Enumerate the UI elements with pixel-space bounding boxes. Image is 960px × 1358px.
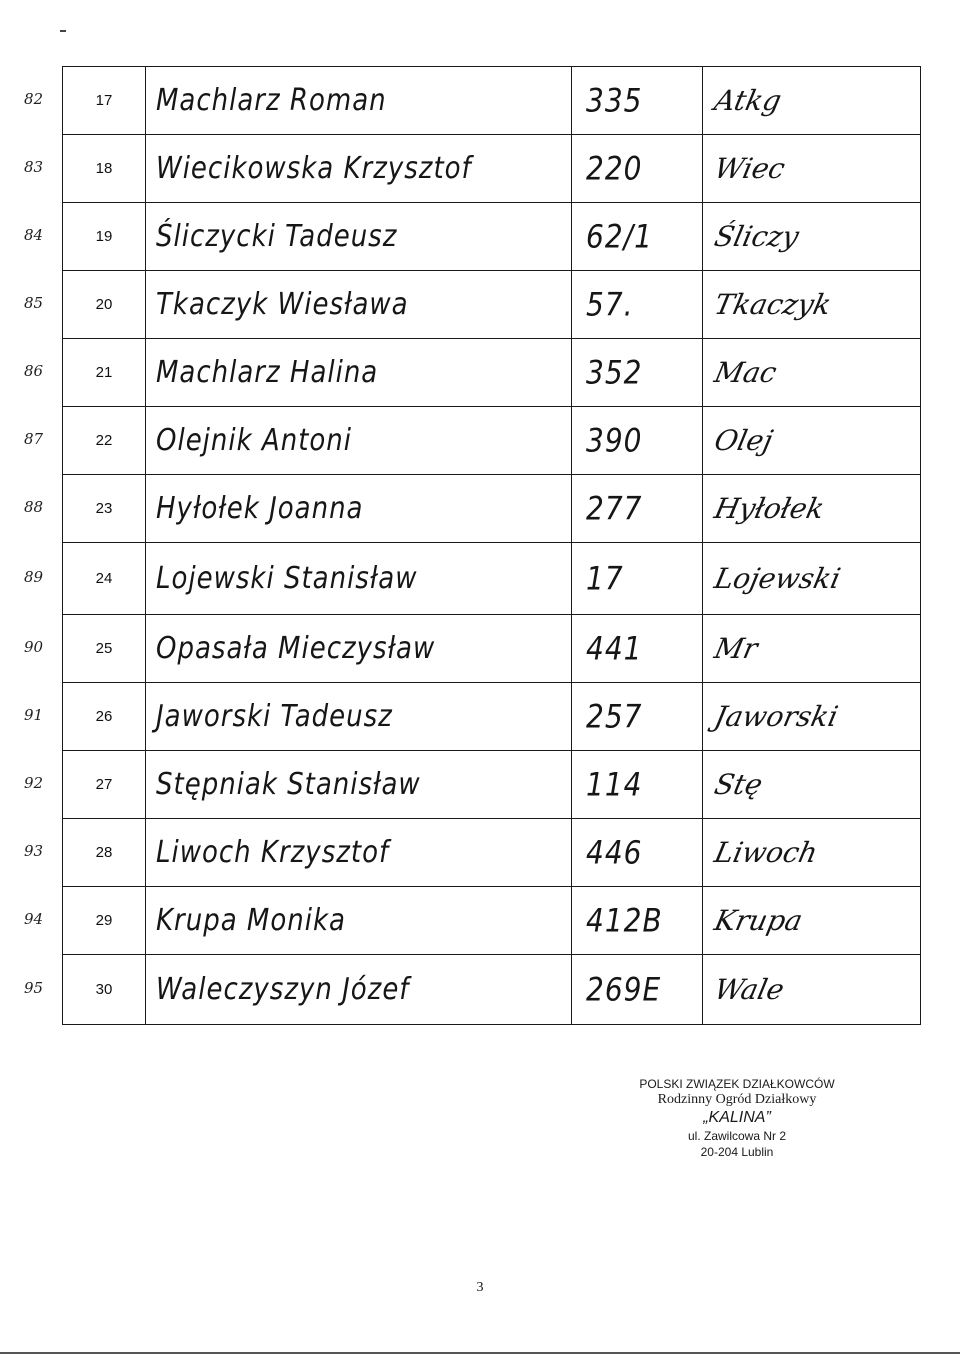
plot-number: 269E [586,970,662,1009]
plot-number: 114 [586,765,643,804]
plot-number-cell [572,819,703,887]
member-name-cell [146,475,572,543]
table-body [63,67,921,1025]
stamp-line-union: POLSKI ZWIĄZEK DZIAŁKOWCÓW [639,1077,835,1091]
signature: Stę [711,768,766,801]
margin-number: 89 [24,568,44,586]
margin-number: 93 [24,842,44,860]
table-row [63,751,921,819]
signature-table [62,66,921,1025]
plot-number-cell [572,887,703,955]
row-number-cell [63,271,146,339]
member-name-cell [146,135,572,203]
signature-cell [703,339,921,407]
row-number-cell [63,887,146,955]
row-number: 25 [95,640,113,657]
signature-cell [703,887,921,955]
plot-number-cell [572,407,703,475]
member-name: Hyłołek Joanna [156,491,364,526]
margin-number: 88 [24,498,44,516]
table-row [63,543,921,615]
plot-number: 57. [586,285,634,324]
signature: Wiec [711,152,789,185]
row-number: 20 [95,296,113,313]
table-row [63,339,921,407]
member-name: Olejnik Antoni [156,423,352,458]
margin-number: 92 [24,774,44,792]
member-name: Śliczycki Tadeusz [156,219,398,254]
member-name: Machlarz Halina [156,355,379,390]
member-name-cell [146,67,572,135]
member-name: Opasała Mieczysław [156,631,436,666]
table-row [63,819,921,887]
row-number: 21 [95,364,113,381]
table-row [63,683,921,751]
member-name-cell [146,339,572,407]
member-name-cell [146,683,572,751]
member-name-cell [146,203,572,271]
plot-number-cell [572,683,703,751]
signature-cell [703,615,921,683]
signature-cell [703,135,921,203]
member-name-cell [146,887,572,955]
organization-stamp [612,1076,862,1160]
row-number: 29 [95,912,113,929]
table-row [63,135,921,203]
row-number-cell [63,819,146,887]
row-number: 30 [95,981,113,998]
row-number: 24 [95,570,113,587]
signature: Liwoch [711,836,821,869]
signature: Mr [711,632,761,665]
signature: Tkaczyk [711,288,835,321]
stamp-line-street: ul. Zawilcowa Nr 2 [687,1129,787,1143]
table-row [63,67,921,135]
signature: Krupa [711,904,806,937]
plot-number-cell [572,615,703,683]
row-number: 18 [95,160,113,177]
member-name-cell [146,271,572,339]
plot-number: 277 [586,489,643,528]
plot-number: 62/1 [586,217,653,256]
row-number-cell [63,203,146,271]
row-number-cell [63,67,146,135]
member-name: Krupa Monika [156,903,346,938]
row-number-cell [63,543,146,615]
plot-number: 17 [586,559,624,598]
plot-number-cell [572,339,703,407]
bottom-rule [0,1352,960,1354]
stamp-line-garden: Rodzinny Ogród Działkowy [657,1092,817,1107]
table-row [63,407,921,475]
member-name: Waleczyszyn Józef [156,972,410,1007]
member-name-cell [146,407,572,475]
plot-number: 390 [586,421,643,460]
plot-number: 257 [586,697,643,736]
plot-number-cell [572,67,703,135]
margin-number: 87 [24,430,44,448]
member-name: Stępniak Stanisław [156,767,421,802]
margin-number: 84 [24,226,44,244]
row-number: 19 [95,228,113,245]
table-row [63,271,921,339]
plot-number: 352 [586,353,643,392]
signature-cell [703,955,921,1025]
row-number-cell [63,475,146,543]
row-number: 28 [95,844,113,861]
row-number: 27 [95,776,113,793]
margin-number: 94 [24,910,44,928]
plot-number-cell [572,475,703,543]
member-name-cell [146,955,572,1025]
plot-number-cell [572,203,703,271]
signature-cell [703,203,921,271]
stamp-line-name: „KALINA” [703,1109,771,1126]
member-name: Jaworski Tadeusz [156,699,393,734]
signature: Wale [711,973,788,1006]
signature-cell [703,683,921,751]
plot-number: 412B [586,901,663,940]
plot-number: 220 [586,149,643,188]
member-name: Wiecikowska Krzysztof [156,151,472,186]
stamp-line-city: 20-204 Lublin [700,1145,774,1159]
margin-number: 85 [24,294,44,312]
margin-number: 82 [24,90,44,108]
plot-number-cell [572,955,703,1025]
table-row [63,475,921,543]
signature-cell [703,407,921,475]
row-number-cell [63,407,146,475]
margin-number: 86 [24,362,44,380]
signature: Śliczy [711,220,802,253]
plot-number: 335 [586,81,643,120]
member-name: Machlarz Roman [156,83,387,118]
signature-cell [703,271,921,339]
row-number-cell [63,955,146,1025]
plot-number: 446 [586,833,643,872]
margin-number: 83 [24,158,44,176]
table-row [63,887,921,955]
signature-cell [703,751,921,819]
row-number-cell [63,339,146,407]
plot-number-cell [572,135,703,203]
signature-cell [703,819,921,887]
member-name-cell [146,819,572,887]
margin-number: 95 [24,979,44,997]
signature: Olej [711,424,776,457]
plot-number: 441 [586,629,643,668]
table-row [63,203,921,271]
row-number-cell [63,683,146,751]
table-row [63,955,921,1025]
signature: Atkg [711,84,785,117]
row-number-cell [63,135,146,203]
row-number-cell [63,615,146,683]
signature-cell [703,543,921,615]
member-name-cell [146,615,572,683]
row-number: 26 [95,708,113,725]
scan-mark [60,30,66,32]
table-row [63,615,921,683]
signature-cell [703,67,921,135]
signature: Hyłołek [711,492,828,525]
signature: Lojewski [711,562,844,595]
member-name: Lojewski Stanisław [156,561,418,596]
row-number: 23 [95,500,113,517]
row-number: 17 [95,92,113,109]
signature: Jaworski [711,700,841,733]
member-name-cell [146,543,572,615]
plot-number-cell [572,543,703,615]
signature-cell [703,475,921,543]
page-number: 3 [476,1280,484,1295]
margin-number: 90 [24,638,44,656]
row-number: 22 [95,432,113,449]
row-number-cell [63,751,146,819]
member-name: Tkaczyk Wiesława [156,287,409,322]
member-name-cell [146,751,572,819]
signature: Mac [711,356,780,389]
member-name: Liwoch Krzysztof [156,835,390,870]
plot-number-cell [572,751,703,819]
margin-number: 91 [24,706,44,724]
plot-number-cell [572,271,703,339]
